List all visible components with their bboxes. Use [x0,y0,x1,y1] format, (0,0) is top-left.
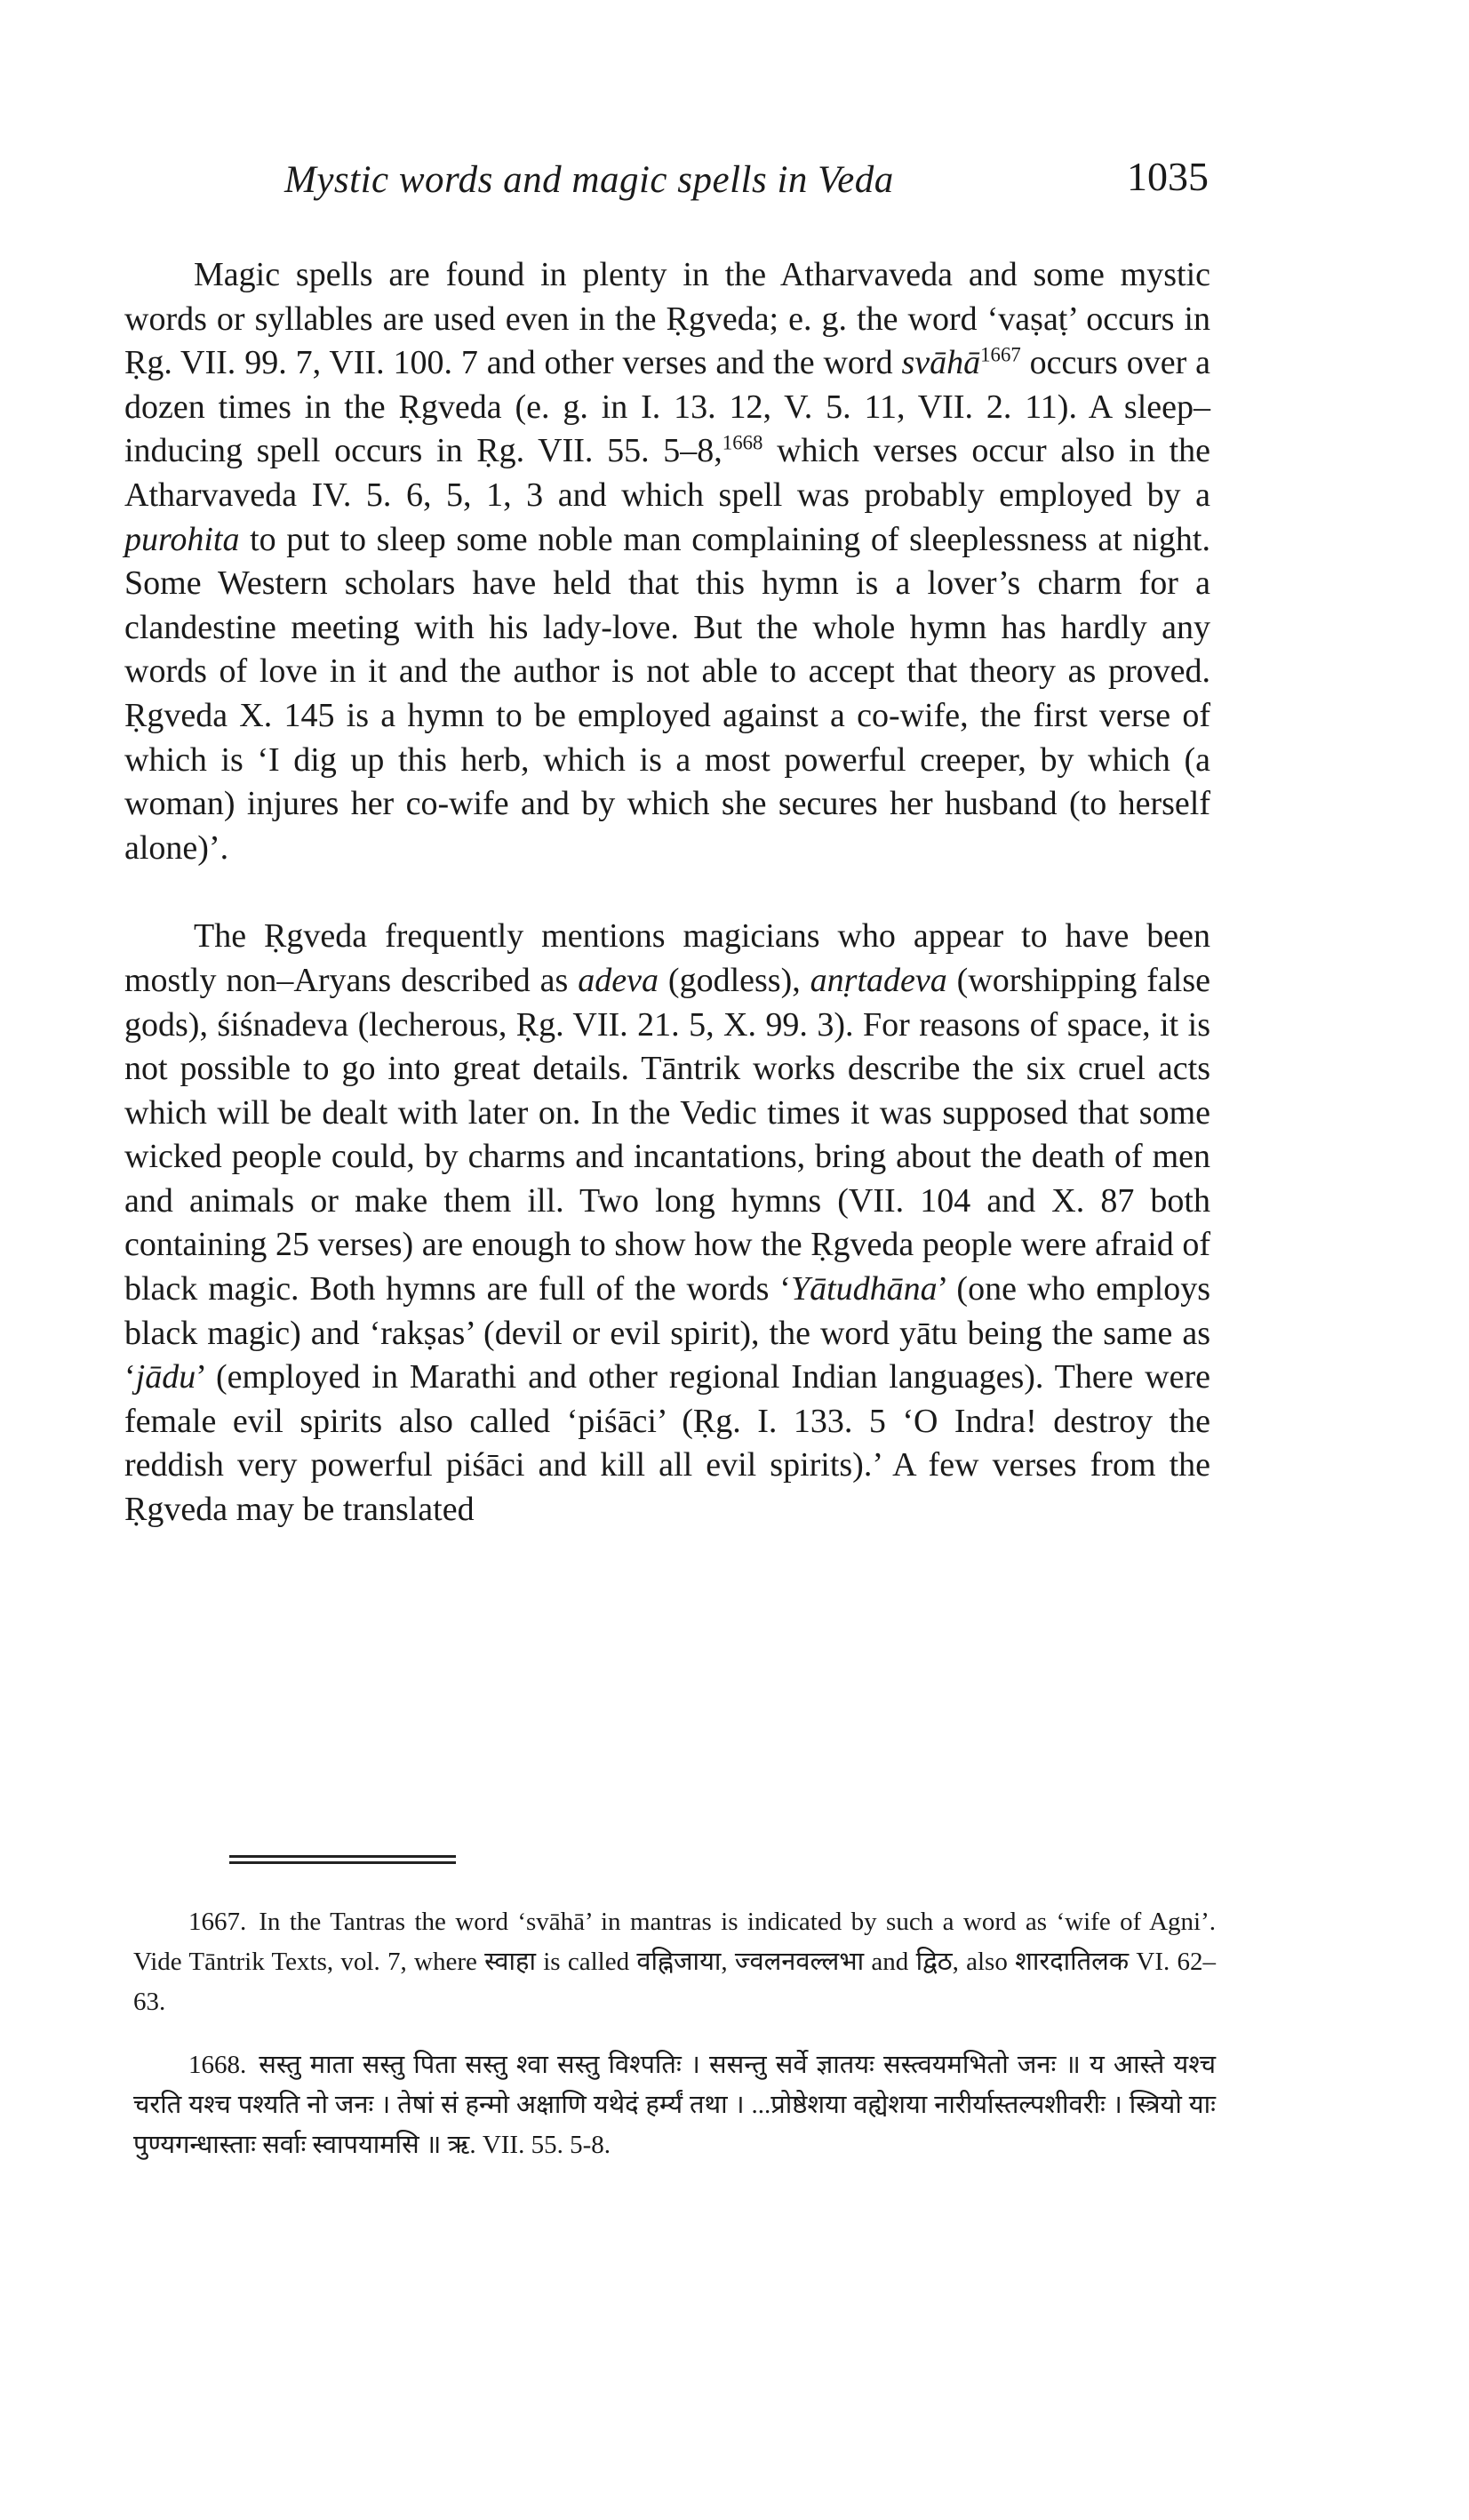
footnote-number: 1667. [188,1908,247,1936]
italic-term: jādu [135,1358,196,1396]
text-run: (worshipping false gods), śiśnadeva (lecherous, Ṛg. VII. 21. 5, X. 99. 3). For reasons of space, it is not possible to go into great details. Tāntrik works describe the six cruel acts which will be dealt with later on. In the Vedic times it was supposed that some wicked people could, by charms and incantations, bring about the death of men and animals or make them ill. Two long hymns (VII. 104 and X. 87 both containing 25 verses) are enough to show how the Ṛgveda people were afraid of black magic. Both hymns are full of the words ‘ [124,961,1210,1308]
footnote-rule-line [229,1861,456,1864]
text-run: to put to sleep some noble man complaining of sleeplessness at night. Some Western scholars have held that this hymn is a lover’s charm for a clandestine meeting with his lady-love. But the whole hymn has hardly any words of love in it and the author is not able to accept that theory as proved. Ṛgveda X. 145 is a hymn to be employed against a co-wife, the first verse of which is ‘I dig up this herb, which is a most powerful creeper, by which (a woman) injures her co-wife and by which she secures her husband (to herself alone)’. [124,520,1210,867]
text-run: Magic spells are found in plenty in the Atharvaveda and some mystic words or syllables are used even in the Ṛgveda; e. g. the word ‘vaṣaṭ’ occurs in Ṛg. VII. 99. 7, VII. 100. 7 and other verses and the word [124,256,1210,382]
text-run: The Ṛgveda frequently mentions magicians who appear to have been mostly non–Aryans described as [124,917,1210,999]
footnote-1667 [133,1902,1216,2022]
footnotes [133,1902,1216,2165]
italic-term: anṛtadeva [810,961,947,999]
footnote-number: 1668. [188,2051,247,2079]
paragraph [124,253,1210,870]
footnote-text: In the Tantras the word ‘svāhā’ in mantras is indicated by such a word as ‘wife of Agni’. Vide Tāntrik Texts, vol. 7, where स्वाहा is called वह्निजाया, ज्वलनवल्लभा and द्विठ, also शारदातिलक VI. 62–63. [133,1908,1216,2016]
text-run: ’ (one who employs black magic) and ‘rakṣas’ (devil or evil spirit), the word yātu being the same as ‘ [124,1270,1210,1396]
italic-term: svāhā [901,344,981,382]
paragraph [124,915,1210,1532]
text-run: (godless), [658,961,810,999]
footnote-1668 [133,2045,1216,2165]
page-header [124,154,1209,220]
footnote-separator [229,1855,456,1864]
footnote-reference: 1668 [722,431,763,454]
footnote-text: सस्तु माता सस्तु पिता सस्तु श्वा सस्तु विश्पतिः । ससन्तु सर्वे ज्ञातयः सस्त्वयमभितो जनः ॥ य आस्ते यश्च चरति यश्च पश्यति नो जनः । तेषां सं हन्मो अक्षाणि यथेदं हर्म्यं तथा । ...प्रोष्ठेशया वह्येशया नारीर्यास्तल्पशीवरीः । स्त्रियो याः पुण्यगन्धास्ताः सर्वाः स्वापयामसि ॥ ऋ. VII. 55. 5-8. [133,2051,1216,2159]
footnote-reference: 1667 [980,343,1021,366]
running-title: Mystic words and magic spells in Veda [284,159,894,201]
text-run: which verses occur also in the Atharvaveda IV. 5. 6, 5, 1, 3 and which spell was probably employed by a [124,432,1210,514]
italic-term: adeva [578,961,659,999]
italic-term: purohita [124,520,240,558]
text-run: occurs over a dozen times in the Ṛgveda (e. g. in I. 13. 12, V. 5. 11, VII. 2. 11). A sleep–inducing spell occurs in Ṛg. VII. 55. 5–8, [124,344,1210,470]
main-text [124,253,1210,1532]
text-run: ’ (employed in Marathi and other regional Indian languages). There were female evil spirits also called ‘piśāci’ (Ṛg. I. 133. 5 ‘O Indra! destroy the reddish very powerful piśāci and kill all evil spirits).’ A few verses from the Ṛgveda may be translated [124,1358,1210,1529]
page-number: 1035 [1127,154,1209,199]
italic-term: Yātudhāna [790,1270,938,1308]
footnote-rule-line [229,1855,456,1858]
